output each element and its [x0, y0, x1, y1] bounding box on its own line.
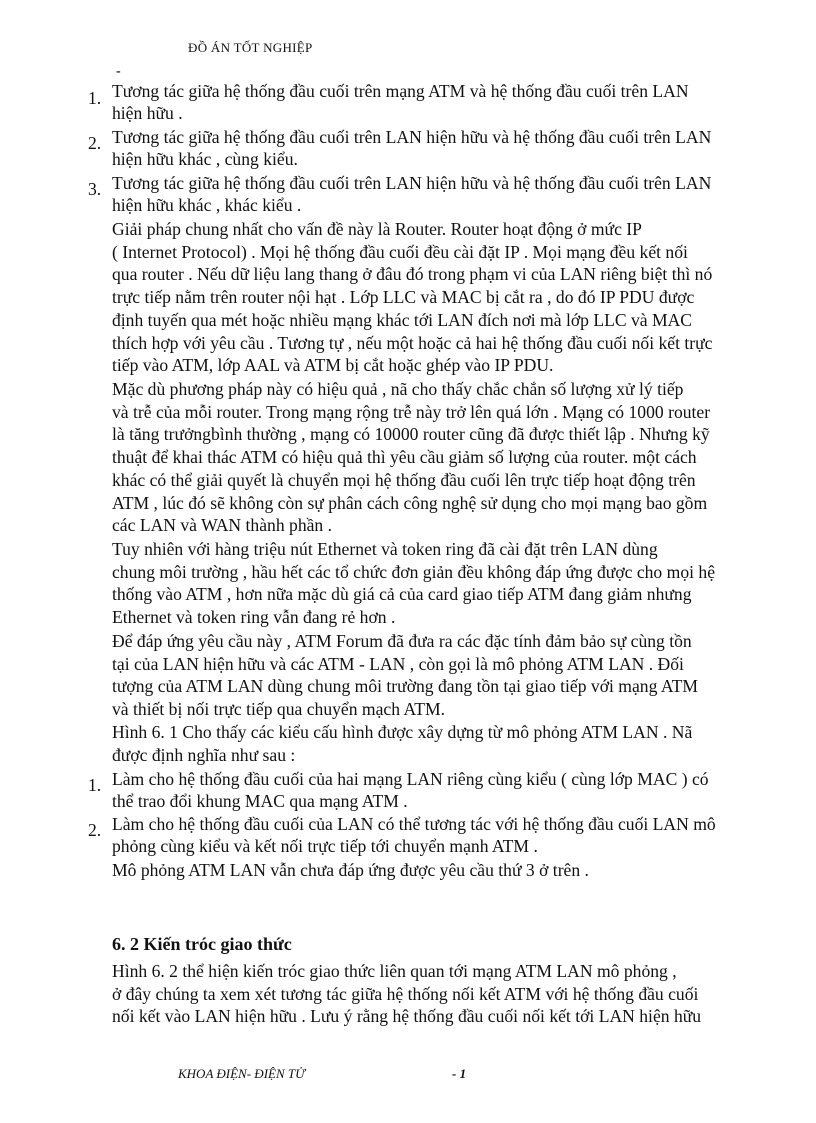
text-line: ATM , lúc đó sẽ không còn sự phân cách công nghệ sử dụng cho mọi mạng bao gồm	[112, 492, 708, 513]
text-line: được định nghĩa như sau :	[112, 744, 296, 765]
footer-page-number: - 1	[452, 1066, 467, 1081]
list-line: Làm cho hệ thống đầu cuối của hai mạng LAN riêng cùng kiểu ( cùng lớp MAC ) có	[112, 769, 709, 789]
list-number: 2.	[88, 820, 102, 840]
list-item	[112, 126, 762, 170]
list-line: hiện hữu khác , khác kiểu .	[112, 195, 302, 215]
list-line: thể trao đổi khung MAC qua mạng ATM .	[112, 791, 408, 811]
list-item	[112, 813, 762, 857]
text-line: Hình 6. 1 Cho thấy các kiểu cấu hình được xây dựng từ mô phỏng ATM LAN . Nã	[112, 722, 693, 742]
list-line: hiện hữu khác , cùng kiểu.	[112, 149, 298, 169]
list-item	[112, 80, 762, 124]
text-line: qua router . Nếu dữ liệu lang thang ở đâu đó trong phạm vi của LAN riêng biệt thì nó	[112, 264, 713, 285]
text-line: Ethernet và token ring vẫn đang rẻ hơn .	[112, 607, 396, 628]
list-line: phỏng cùng kiểu và kết nối trực tiếp tới chuyển mạnh ATM .	[112, 836, 538, 856]
text-line: Mô phỏng ATM LAN vẫn chưa đáp ứng được yêu cầu thứ 3 ở trên .	[112, 860, 589, 880]
text-line: Tuy nhiên với hàng triệu nút Ethernet và token ring đã cài đặt trên LAN dùng	[112, 539, 658, 559]
text-line: thống vào ATM , hơn nữa mặc dù giá cả của card giao tiếp ATM đang giảm nhưng	[112, 584, 692, 605]
paragraph	[112, 960, 762, 1028]
text-line: khác có thể giải quyết là chuyển mọi hệ thống đầu cuối lên trực tiếp hoạt động trên	[112, 469, 696, 490]
text-line: nối kết vào LAN hiện hữu . Lưu ý rằng hệ thống đầu cuối nối kết tới LAN hiện hữu	[112, 1006, 702, 1027]
list-item	[112, 172, 762, 216]
paragraph	[112, 538, 762, 629]
list-line: Làm cho hệ thống đầu cuối của LAN có thể tương tác với hệ thống đầu cuối LAN mô	[112, 814, 716, 834]
footer-department: KHOA ĐIỆN- ĐIỆN TỬ	[178, 1066, 305, 1081]
text-line: ( Internet Protocol) . Mọi hệ thống đầu cuối đều cài đặt IP . Mọi mạng đều kết nối	[112, 241, 688, 262]
page-header: ĐỒ ÁN TỐT NGHIỆP	[188, 40, 313, 55]
text-line: và trễ của mỗi router. Trong mạng rộng trễ này trở lên quá lớn . Mạng có 1000 router	[112, 401, 711, 422]
text-line: Mặc dù phương pháp này có hiệu quả , nã cho thấy chắc chắn số lượng xử lý tiếp	[112, 379, 684, 399]
text-line: các LAN và WAN thành phần .	[112, 515, 333, 536]
text-line: Để đáp ứng yêu cầu này , ATM Forum đã đưa ra các đặc tính đảm bảo sự cùng tồn	[112, 631, 692, 651]
paragraph	[112, 378, 762, 537]
text-line: ở đây chúng ta xem xét tương tác giữa hệ thống nối kết ATM với hệ thống đầu cuối	[112, 983, 699, 1004]
paragraph	[112, 630, 762, 721]
text-line: là tăng trưởngbình thường , mạng có 10000 router cũng đã được thiết lập . Nhưng kỹ	[112, 424, 710, 445]
text-line: Giải pháp chung nhất cho vấn đề này là Router. Router hoạt động ở mức IP	[112, 219, 642, 239]
text-line: chung môi trường , hầu hết các tổ chức đơn giản đều không đáp ứng được cho mọi hệ	[112, 561, 716, 582]
list-number: 2.	[88, 133, 102, 153]
list-item	[112, 768, 762, 812]
paragraph	[112, 859, 762, 882]
list-number: 1.	[88, 775, 102, 795]
section-heading: 6. 2 Kiến tróc giao thức	[112, 934, 292, 954]
text-line: trực tiếp nằm trên router nội hạt . Lớp LLC và MAC bị cắt ra , do đó IP PDU được	[112, 287, 695, 308]
list-line: Tương tác giữa hệ thống đầu cuối trên mạng ATM và hệ thống đầu cuối trên LAN	[112, 81, 689, 101]
bullet-marker: -	[116, 64, 121, 79]
list-line: hiện hữu .	[112, 103, 183, 123]
text-line: thuật để khai thác ATM có hiệu quả thì yêu cầu giảm số lượng của router. một cách	[112, 447, 697, 468]
text-line: thích hợp với yêu cầu . Tương tự , nếu một hoặc cả hai hệ thống đầu cuối nối kết trực	[112, 332, 713, 353]
paragraph	[112, 721, 762, 766]
list-line: Tương tác giữa hệ thống đầu cuối trên LAN hiện hữu và hệ thống đầu cuối trên LAN	[112, 173, 712, 193]
list-number: 3.	[88, 179, 102, 199]
text-line: và thiết bị nối trực tiếp qua chuyển mạch ATM.	[112, 699, 445, 720]
text-line: Hình 6. 2 thể hiện kiến tróc giao thức liên quan tới mạng ATM LAN mô phỏng ,	[112, 961, 677, 981]
text-line: định tuyến qua mét hoặc nhiều mạng khác tới LAN đích nơi mà lớp LLC và MAC	[112, 309, 693, 330]
list-number: 1.	[88, 88, 102, 108]
text-line: tiếp vào ATM, lớp AAL và ATM bị cắt hoặc ghép vào IP PDU.	[112, 355, 554, 376]
list-line: Tương tác giữa hệ thống đầu cuối trên LAN hiện hữu và hệ thống đầu cuối trên LAN	[112, 127, 712, 147]
text-line: tượng của ATM LAN dùng chung môi trường đang tồn tại giao tiếp với mạng ATM	[112, 676, 698, 697]
text-line: tại của LAN hiện hữu và các ATM - LAN , còn gọi là mô phỏng ATM LAN . Đối	[112, 653, 684, 674]
paragraph	[112, 218, 762, 377]
